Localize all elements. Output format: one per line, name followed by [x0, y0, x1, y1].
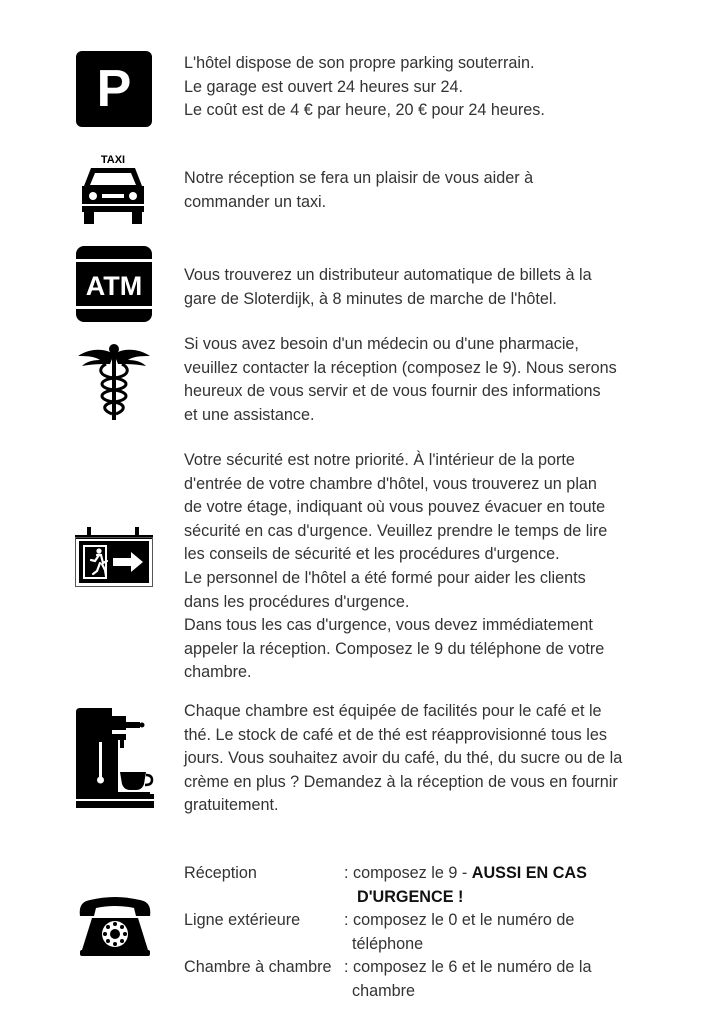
phone-label: Chambre à chambre — [184, 958, 332, 977]
phone-label: Ligne extérieure — [184, 911, 301, 930]
phone-label: Réception — [184, 864, 257, 882]
phone-value-cont: téléphone — [352, 934, 424, 953]
phone-row-reception — [184, 862, 664, 909]
telephone-icon — [76, 894, 154, 958]
phone-value: : composez le 9 - — [344, 864, 472, 882]
phone-directory — [184, 862, 664, 1004]
caduceus-icon — [76, 342, 152, 422]
phone-emphasis: AUSSI EN CAS — [471, 864, 587, 882]
coffee-machine-icon — [76, 708, 154, 808]
parking-letter: P — [96, 60, 132, 118]
phone-value-cont: chambre — [352, 981, 415, 1000]
parking-icon — [76, 51, 152, 127]
taxi-label: TAXI — [100, 154, 126, 166]
atm-label: ATM — [85, 271, 143, 301]
atm-text: Vous trouverez un distributeur automatique de billets à la gare de Sloterdijk, à 8 minutes de marche de l'hôtel. — [184, 266, 592, 308]
phone-value: : composez le 6 et le numéro de la — [344, 958, 592, 977]
taxi-text: Notre réception se fera un plaisir de vous aider à commander un taxi. — [184, 169, 534, 211]
parking-text: L'hôtel dispose de son propre parking souterrain. Le garage est ouvert 24 heures sur 24. Le coût est de 4 € par heure, 20 € pour 24 heures. — [184, 54, 545, 120]
emergency-exit-icon — [75, 527, 153, 587]
coffee-text: Chaque chambre est équipée de facilités pour le café et le thé. Le stock de café et de thé est réapprovisionné tous les jours. Vous souhaitez avoir du café, du thé, du sucre ou de la crème en plus ? Demandez à la réception de vous en fournir gratuitement. — [184, 702, 623, 815]
phone-emphasis-cont: D'URGENCE ! — [357, 887, 464, 906]
phone-row-external — [184, 909, 664, 956]
medical-text: Si vous avez besoin d'un médecin ou d'une pharmacie, veuillez contacter la réception (composez le 9). Nous serons heureux de vous servir et de vous fournir des informations et une assistance. — [184, 335, 617, 424]
phone-row-room — [184, 956, 664, 1003]
atm-icon — [76, 246, 152, 322]
phone-value: : composez le 0 et le numéro de — [344, 911, 575, 930]
safety-text: Votre sécurité est notre priorité. À l'intérieur de la porte d'entrée de votre chambre d'hôtel, vous trouverez un plan de votre étage, indiquant où vous pouvez évacuer en toute sécurité en cas d'urgence. Veuillez prendre le temps de lire les conseils de sécurité et les procédures d'urgence. Le personnel de l'hôtel a été formé pour aider les clients dans les procédures d'urgence. Dans tous les cas d'urgence, vous devez immédiatement appeler la réception. Composez le 9 du téléphone de votre chambre. — [184, 451, 608, 682]
taxi-icon — [78, 152, 148, 226]
